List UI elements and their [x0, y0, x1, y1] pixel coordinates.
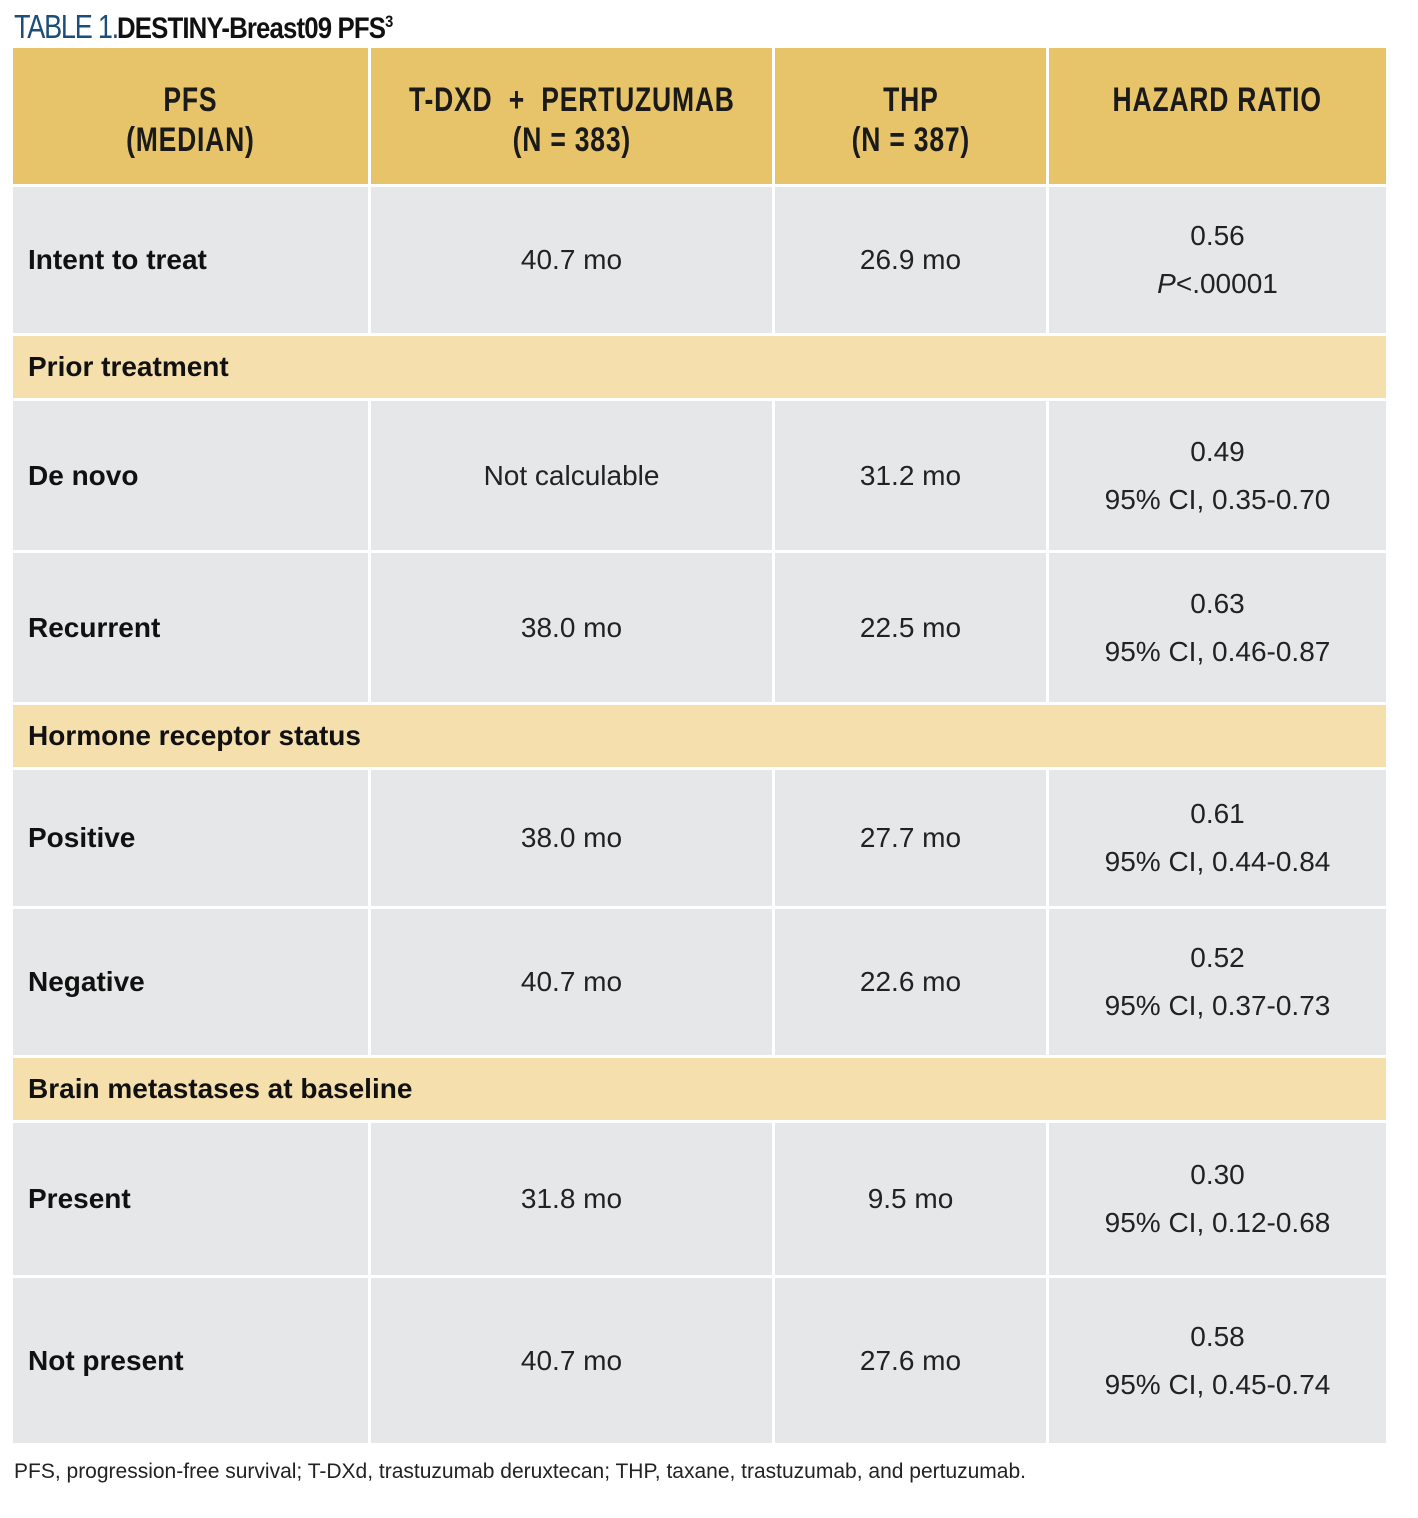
row-label-itt: Intent to treat — [13, 187, 368, 333]
recurrent-tdxd-value: 38.0 mo — [371, 553, 772, 702]
row-label-positive: Positive — [13, 770, 368, 906]
section-prior-treatment: Prior treatment — [13, 336, 1386, 398]
itt-tdxd-value: 40.7 mo — [371, 187, 772, 333]
header-thp: THP (N = 387) — [775, 48, 1046, 184]
row-label-de-novo: De novo — [13, 401, 368, 550]
row-label-present: Present — [13, 1123, 368, 1275]
de-novo-tdxd-value: Not calculable — [371, 401, 772, 550]
de-novo-hazard-ratio: 0.49 95% CI, 0.35-0.70 — [1049, 401, 1386, 550]
table-name: DESTINY-Breast09 PFS$^3$ — [116, 12, 393, 45]
not-present-thp-value: 27.6 mo — [775, 1278, 1046, 1443]
row-label-negative: Negative — [13, 909, 368, 1055]
negative-hazard-ratio: 0.52 95% CI, 0.37-0.73 — [1049, 909, 1386, 1055]
negative-thp-value: 22.6 mo — [775, 909, 1046, 1055]
positive-tdxd-value: 38.0 mo — [371, 770, 772, 906]
header-pfs-median: PFS (MEDIAN) — [13, 48, 368, 184]
present-tdxd-value: 31.8 mo — [371, 1123, 772, 1275]
de-novo-thp-value: 31.2 mo — [775, 401, 1046, 550]
not-present-tdxd-value: 40.7 mo — [371, 1278, 772, 1443]
not-present-hazard-ratio: 0.58 95% CI, 0.45-0.74 — [1049, 1278, 1386, 1443]
row-label-recurrent: Recurrent — [13, 553, 368, 702]
reference-superscript: 3 — [384, 12, 393, 31]
negative-tdxd-value: 40.7 mo — [371, 909, 772, 1055]
table-footnote: PFS, progression-free survival; T-DXd, trastuzumab deruxtecan; THP, taxane, trastuzumab, and pertuzumab. — [14, 1460, 1026, 1483]
present-thp-value: 9.5 mo — [775, 1123, 1046, 1275]
section-brain-metastases: Brain metastases at baseline — [13, 1058, 1386, 1120]
present-hazard-ratio: 0.30 95% CI, 0.12-0.68 — [1049, 1123, 1386, 1275]
section-hormone-receptor-status: Hormone receptor status — [13, 705, 1386, 767]
pfs-table — [13, 48, 1383, 1443]
itt-hazard-ratio: 0.56 P<.00001 — [1049, 187, 1386, 333]
positive-hazard-ratio: 0.61 95% CI, 0.44-0.84 — [1049, 770, 1386, 906]
row-label-not-present: Not present — [13, 1278, 368, 1443]
itt-thp-value: 26.9 mo — [775, 187, 1046, 333]
table-number: TABLE 1. — [14, 8, 118, 45]
header-hazard-ratio: HAZARD RATIO — [1049, 48, 1386, 184]
recurrent-hazard-ratio: 0.63 95% CI, 0.46-0.87 — [1049, 553, 1386, 702]
table-title — [14, 8, 437, 48]
recurrent-thp-value: 22.5 mo — [775, 553, 1046, 702]
header-tdxd-pertuzumab: T-DXD + PERTUZUMAB (N = 383) — [371, 48, 772, 184]
positive-thp-value: 27.7 mo — [775, 770, 1046, 906]
